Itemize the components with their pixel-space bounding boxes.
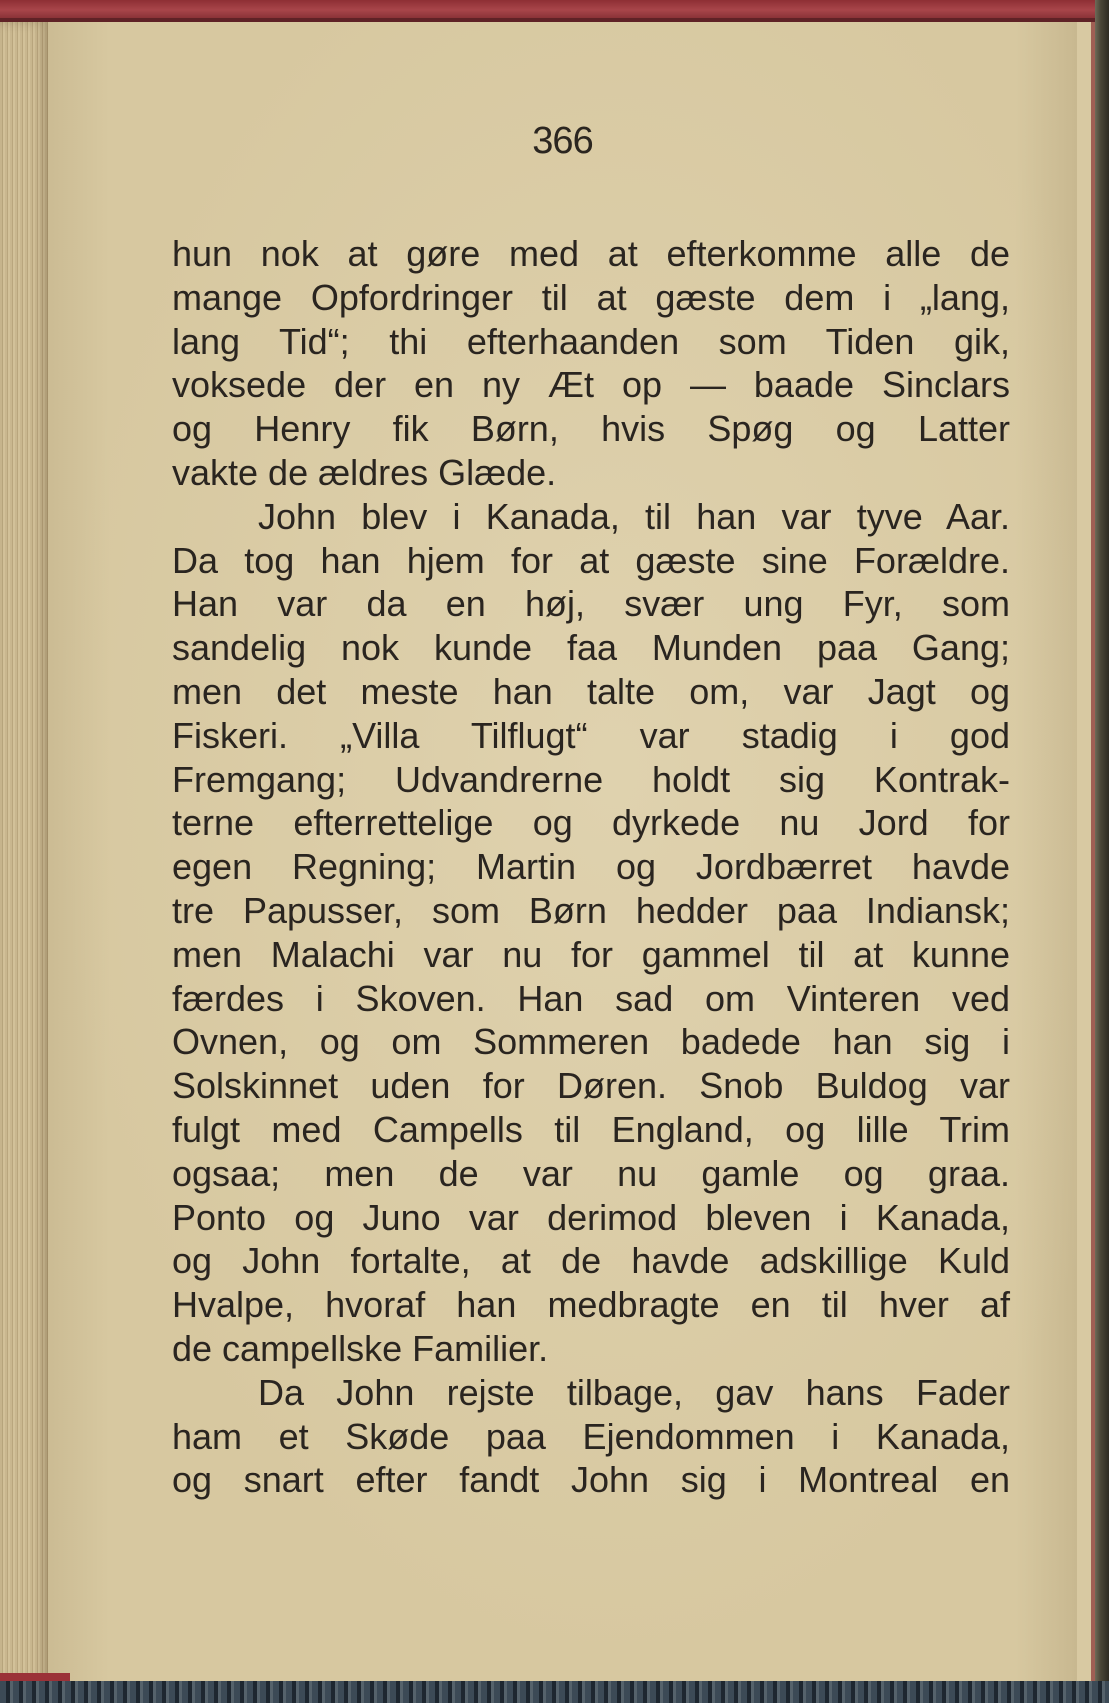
book-page: [48, 22, 1077, 1681]
text-line: Fiskeri. „Villa Tilflugt“ var stadig i god: [172, 714, 1010, 756]
text-line: ham et Skøde paa Ejendommen i Kanada,: [172, 1415, 1010, 1457]
text-line: og John fortalte, at de havde adskillige Kuld: [172, 1240, 1010, 1282]
text-line: John blev i Kanada, til han var tyve Aar.: [258, 495, 1010, 537]
text-line: sandelig nok kunde faa Munden paa Gang;: [172, 627, 1010, 669]
text-line: egen Regning; Martin og Jordbærret havde: [172, 846, 1010, 888]
bottom-binding-edge: [0, 1681, 1109, 1703]
text-line: men det meste han talte om, var Jagt og: [172, 670, 1010, 712]
text-line: Da tog han hjem for at gæste sine Forældre.: [172, 539, 1010, 581]
text-line: Han var da en høj, svær ung Fyr, som: [172, 583, 1010, 625]
text-line: vakte de ældres Glæde.: [172, 451, 557, 493]
text-line: Solskinnet uden for Døren. Snob Buldog var: [172, 1065, 1010, 1107]
text-line: Ponto og Juno var derimod bleven i Kanada,: [172, 1196, 1010, 1238]
text-line: de campellske Familier.: [172, 1327, 549, 1369]
text-line: terne efterrettelige og dyrkede nu Jord for: [172, 802, 1010, 844]
right-cover-edge: [1095, 0, 1109, 1703]
text-line: voksede der en ny Æt op — baade Sinclars: [172, 364, 1010, 406]
text-line: mange Opfordringer til at gæste dem i „lang,: [172, 276, 1010, 318]
bottom-binding-corner: [0, 1673, 70, 1681]
text-line: og Henry fik Børn, hvis Spøg og Latter: [172, 408, 1010, 450]
body-text: [172, 232, 1010, 1502]
text-line: færdes i Skoven. Han sad om Vinteren ved: [172, 977, 1010, 1019]
text-line: lang Tid“; thi efterhaanden som Tiden gik,: [172, 320, 1010, 362]
text-line: og snart efter fandt John sig i Montreal en: [172, 1459, 1010, 1501]
text-line: ogsaa; men de var nu gamle og graa.: [172, 1152, 1010, 1194]
text-line: Ovnen, og om Sommeren badede han sig i: [172, 1021, 1010, 1063]
text-line: tre Papusser, som Børn hedder paa Indiansk;: [172, 889, 1010, 931]
text-line: Hvalpe, hvoraf han medbragte en til hver af: [172, 1284, 1010, 1326]
text-line: Fremgang; Udvandrerne holdt sig Kontrak-: [172, 758, 1010, 800]
text-line: Da John rejste tilbage, gav hans Fader: [258, 1371, 1010, 1413]
page-number: 366: [532, 120, 593, 162]
text-line: fulgt med Campells til England, og lille Trim: [172, 1108, 1010, 1150]
top-binding-edge: [0, 0, 1109, 22]
page-stack-left-edge: [0, 22, 48, 1682]
text-line: hun nok at gøre med at efterkomme alle de: [172, 233, 1010, 274]
text-line: men Malachi var nu for gammel til at kunne: [172, 933, 1010, 975]
